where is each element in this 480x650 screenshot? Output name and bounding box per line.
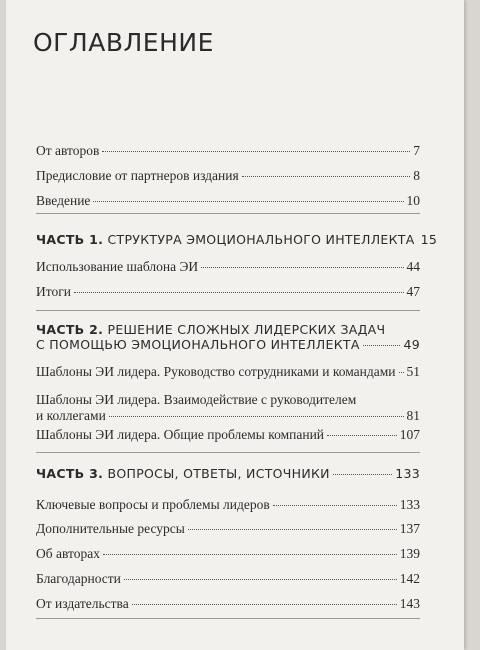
toc-label-text: От авторов: [36, 143, 100, 158]
toc-label-text: От издательства: [36, 596, 129, 611]
toc-label: [36, 392, 420, 408]
toc-label: [36, 364, 396, 380]
toc-label-text: Использование шаблона ЭИ: [36, 259, 199, 274]
toc-divider-line: [36, 310, 420, 311]
toc-leader-dots: [102, 151, 410, 152]
toc-leader-dots: [93, 201, 403, 202]
toc-label-line2: и коллегами: [36, 408, 106, 423]
toc-label: [36, 571, 121, 587]
toc-label: [36, 546, 100, 562]
toc-label-line2: С ПОМОЩЬЮ ЭМОЦИОНАЛЬНОГО ИНТЕЛЛЕКТА: [36, 337, 360, 352]
toc-entry[interactable]: [36, 596, 420, 612]
toc-part-heading[interactable]: [36, 466, 420, 481]
toc-label-text: Ключевые вопросы и проблемы лидеров: [36, 497, 270, 512]
page-title: ОГЛАВЛЕНИЕ: [33, 28, 214, 57]
toc-part-number: ЧАСТЬ 1.: [36, 232, 104, 247]
toc-entry[interactable]: [36, 392, 420, 424]
toc-page-number: 133: [399, 497, 420, 512]
toc-entry[interactable]: [36, 497, 420, 513]
toc-label-line2-row: [36, 408, 420, 424]
toc-label-text: Предисловие от партнеров издания: [36, 168, 239, 183]
toc-entry[interactable]: [36, 546, 420, 562]
toc-label-text: Дополнительные ресурсы: [36, 521, 185, 536]
toc-label: [36, 232, 415, 247]
toc-leader-dots: [201, 267, 403, 268]
toc-label-text: Шаблоны ЭИ лидера. Общие проблемы компаний: [36, 427, 325, 442]
toc-leader-dots: [273, 505, 397, 506]
toc-label-text: Шаблоны ЭИ лидера. Руководство сотрудниками и командами: [36, 364, 396, 379]
toc-label-line2-row: [36, 337, 420, 352]
toc-page-number: 143: [399, 596, 420, 611]
toc-leader-dots: [242, 176, 411, 177]
toc-entry[interactable]: [36, 284, 420, 300]
toc-label: [36, 143, 99, 159]
toc-label-text: ВОПРОСЫ, ОТВЕТЫ, ИСТОЧНИКИ: [107, 466, 330, 481]
toc-label: [36, 284, 71, 300]
toc-label-text: Шаблоны ЭИ лидера. Взаимодействие с руководителем: [36, 392, 357, 407]
toc-label-text: Об авторах: [36, 546, 100, 561]
toc-leader-dots: [103, 554, 397, 555]
toc-page-number: 15: [420, 232, 438, 247]
toc-label: [36, 168, 239, 184]
toc-leader-dots: [109, 416, 404, 417]
toc-label: [36, 521, 185, 537]
toc-label: [36, 193, 90, 209]
toc-page-number: 8: [413, 168, 420, 183]
toc-leader-dots: [399, 372, 404, 373]
toc-label-text: РЕШЕНИЕ СЛОЖНЫХ ЛИДЕРСКИХ ЗАДАЧ: [107, 322, 386, 337]
toc-page-number: 51: [406, 364, 420, 379]
toc-leader-dots: [132, 604, 397, 605]
toc-entry[interactable]: [36, 571, 420, 587]
toc-page-number: 10: [406, 193, 420, 208]
toc-page-number: 139: [399, 546, 420, 561]
toc-part-heading[interactable]: [36, 232, 438, 247]
toc-label: [36, 596, 129, 612]
toc-entry[interactable]: [36, 193, 420, 209]
toc-divider-line: [36, 618, 420, 619]
toc-label: [36, 427, 324, 443]
toc-entry[interactable]: [36, 427, 420, 443]
toc-part-number: ЧАСТЬ 2.: [36, 322, 104, 337]
toc-page-number: 47: [406, 284, 420, 299]
toc-page-number: 7: [413, 143, 420, 158]
toc-page-number: 44: [406, 259, 420, 274]
toc-entry[interactable]: [36, 364, 420, 380]
toc-label: [36, 322, 420, 337]
toc-label-text: Благодарности: [36, 571, 121, 586]
toc-entry[interactable]: [36, 521, 420, 537]
toc-page-number: 49: [403, 337, 420, 352]
toc-label-text: Введение: [36, 193, 91, 208]
toc-leader-dots: [333, 474, 392, 475]
toc-part-heading[interactable]: [36, 322, 420, 352]
toc-page-number: 81: [406, 408, 420, 423]
toc-page-number: 133: [395, 466, 420, 481]
toc-page-number: 142: [399, 571, 420, 586]
toc-label: [36, 497, 270, 513]
book-page: [6, 0, 464, 650]
toc-page-number: 107: [399, 427, 420, 442]
toc-entry[interactable]: [36, 259, 420, 275]
toc-entry[interactable]: [36, 168, 420, 184]
toc-label-text: Итоги: [36, 284, 71, 299]
toc-entry[interactable]: [36, 143, 420, 159]
toc-part-number: ЧАСТЬ 3.: [36, 466, 104, 481]
toc-divider-line: [36, 213, 420, 214]
toc-leader-dots: [363, 345, 401, 346]
toc-label-text: СТРУКТУРА ЭМОЦИОНАЛЬНОГО ИНТЕЛЛЕКТА: [107, 232, 415, 247]
toc-leader-dots: [327, 435, 397, 436]
toc-divider-line: [36, 452, 420, 453]
toc-leader-dots: [124, 579, 397, 580]
toc-label: [36, 259, 198, 275]
toc-label: [36, 466, 330, 481]
toc-leader-dots: [188, 529, 397, 530]
toc-page-number: 137: [399, 521, 420, 536]
toc-leader-dots: [74, 292, 404, 293]
